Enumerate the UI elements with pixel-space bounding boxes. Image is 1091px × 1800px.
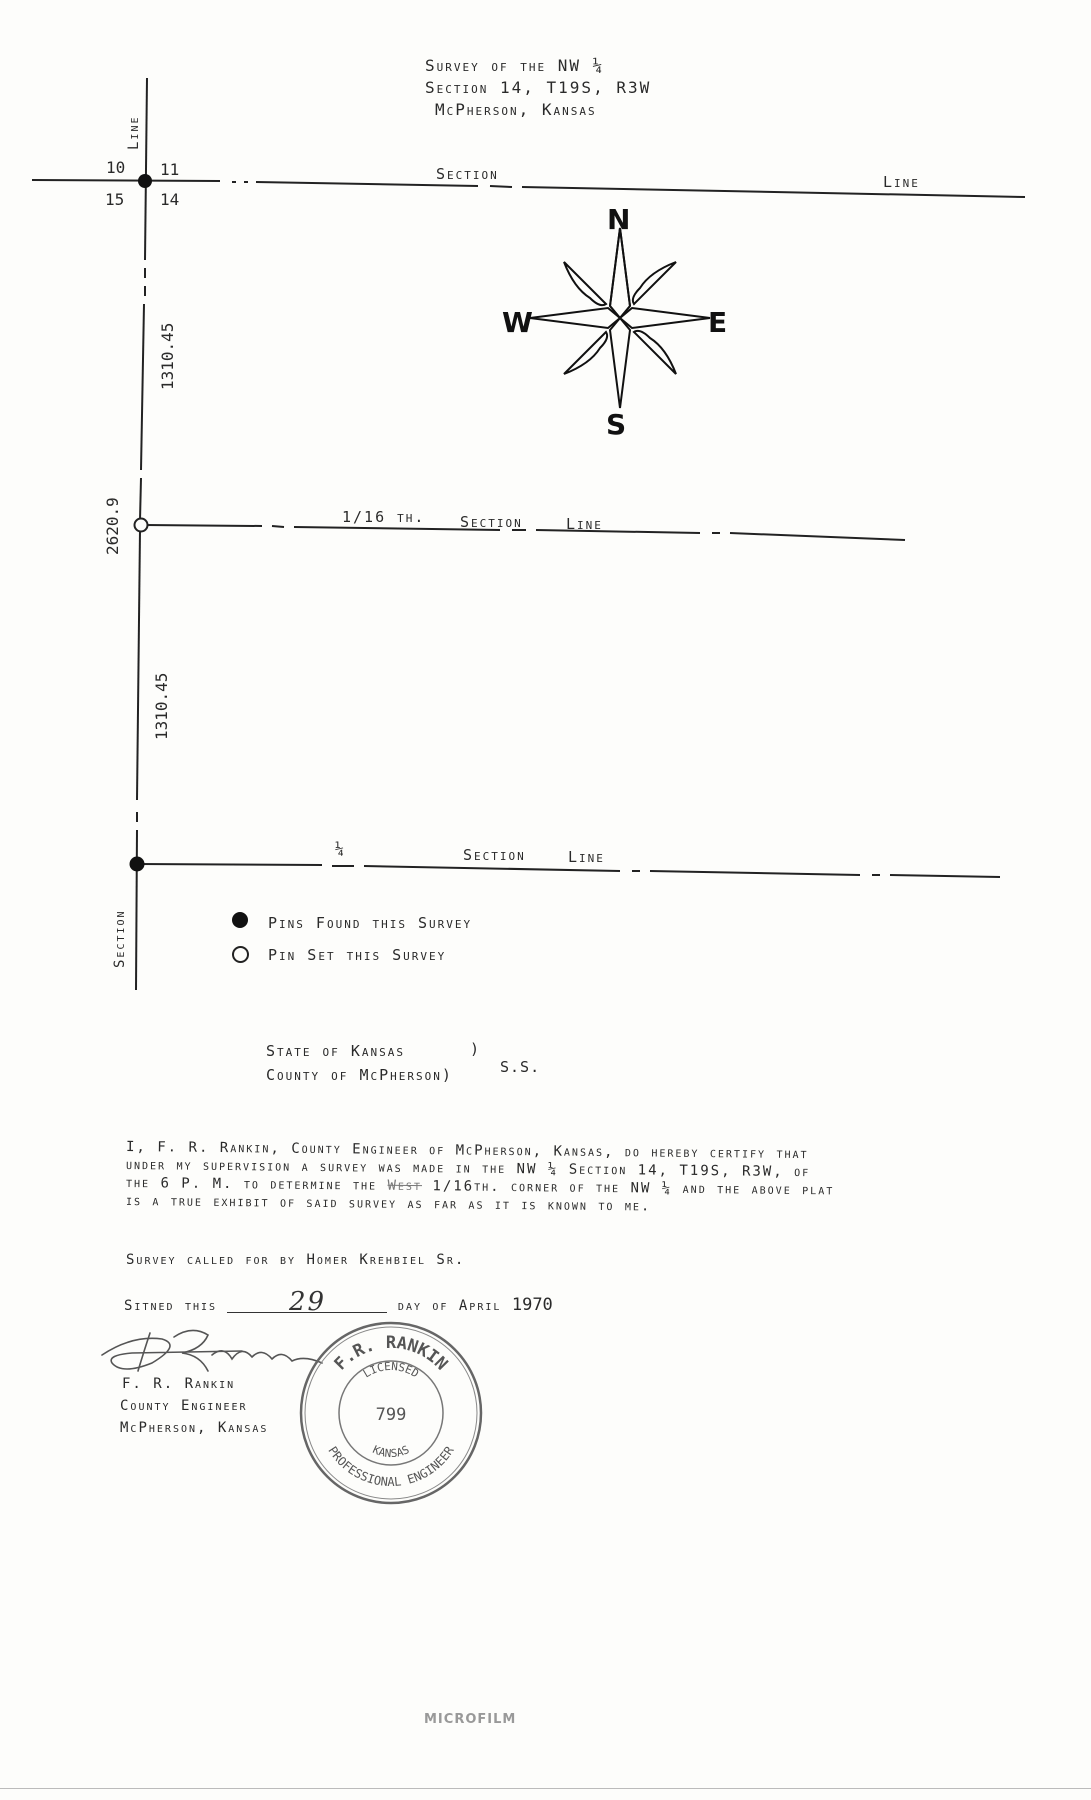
signature-place: McPherson, Kansas bbox=[120, 1420, 269, 1436]
mid-line-label-sixteenth: 1/16 th. bbox=[342, 508, 426, 526]
header-line-2: Section 14, T19S, R3W bbox=[425, 78, 652, 97]
top-line-label-line: Line bbox=[883, 173, 920, 191]
seal-name: F.R. RANKIN bbox=[330, 1333, 452, 1375]
certificate-line-4: is a true exhibit of said survey as far as it is known to me. bbox=[125, 1193, 652, 1215]
pin-found-quarter bbox=[130, 857, 145, 872]
signature-name: F. R. Rankin bbox=[122, 1376, 236, 1392]
certificate-line-3-a: the 6 P. M. to determine the bbox=[125, 1175, 378, 1194]
bottom-line-label-quarter: ¼ bbox=[335, 840, 345, 858]
legend-found-marker bbox=[232, 912, 248, 928]
venue-ss: S.S. bbox=[500, 1058, 541, 1076]
bottom-line-label-line: Line bbox=[568, 848, 605, 866]
section-number-10: 10 bbox=[106, 158, 126, 177]
top-line-label-section: Section bbox=[436, 165, 499, 183]
page-bottom-edge bbox=[0, 1788, 1091, 1789]
compass-north: N bbox=[607, 203, 631, 236]
venue-county: County of McPherson) bbox=[266, 1066, 453, 1084]
seal-state: KANSAS bbox=[370, 1443, 412, 1461]
legend-set-label: Pin Set this Survey bbox=[268, 946, 447, 964]
signed-suffix: day of April bbox=[397, 1298, 502, 1314]
signed-year: 1970 bbox=[511, 1295, 553, 1315]
signed-day: 29 bbox=[227, 1292, 387, 1313]
top-section-line bbox=[32, 180, 1025, 197]
engineer-seal bbox=[296, 1318, 486, 1508]
legend-found-label: Pins Found this Survey bbox=[268, 914, 473, 932]
signed-line bbox=[124, 1287, 553, 1317]
compass-south: S bbox=[606, 408, 627, 441]
certificate-text bbox=[125, 1138, 835, 1215]
header-line-3: McPherson, Kansas bbox=[435, 100, 597, 119]
section-number-14: 14 bbox=[160, 190, 180, 209]
bottom-line-label-section: Section bbox=[463, 846, 526, 864]
left-line-label-top: Line bbox=[126, 115, 142, 150]
venue-state: State of Kansas bbox=[266, 1042, 405, 1060]
seal-licensed: LICENSED bbox=[360, 1359, 422, 1381]
distance-upper: 1310.45 bbox=[158, 322, 177, 390]
venue-paren: ) bbox=[470, 1040, 480, 1058]
microfilm-stamp: MICROFILM bbox=[424, 1712, 517, 1727]
certificate-line-1: I, F. R. Rankin, County Engineer of McPherson, Kansas, do hereby certify that bbox=[125, 1139, 809, 1163]
pin-set-sixteenth bbox=[135, 519, 148, 532]
signed-prefix: Sitned this bbox=[124, 1298, 218, 1314]
compass-west: W bbox=[502, 306, 533, 339]
compass-rose bbox=[530, 228, 710, 408]
compass-east: E bbox=[708, 306, 728, 339]
seal-number: 799 bbox=[375, 1405, 407, 1425]
signature-title: County Engineer bbox=[120, 1398, 248, 1414]
seal-profession: PROFESSIONAL ENGINEER bbox=[325, 1443, 457, 1489]
left-line-label-bottom: Section bbox=[112, 909, 128, 968]
mid-line-label-section: Section bbox=[460, 513, 523, 531]
distance-total: 2620.9 bbox=[103, 497, 122, 555]
section-number-15: 15 bbox=[105, 190, 125, 209]
survey-called-for: Survey called for by Homer Krehbiel Sr. bbox=[126, 1252, 466, 1268]
section-number-11: 11 bbox=[160, 160, 180, 179]
distance-lower: 1310.45 bbox=[152, 672, 171, 740]
sixteenth-section-line bbox=[145, 525, 905, 540]
pin-found-nw-corner bbox=[138, 174, 152, 188]
certificate-line-2-text: under my supervision a survey was made in the NW ¼ Section 14, T19S, R3W, of bbox=[125, 1157, 811, 1181]
mid-line-label-line: Line bbox=[566, 515, 603, 533]
legend-set-marker bbox=[232, 946, 249, 963]
certificate-line-3-b: 1/16th. corner of the NW ¼ and the above plat bbox=[432, 1178, 835, 1199]
certificate-line-3-strike: West bbox=[387, 1177, 423, 1195]
header-line-1: Survey of the NW ¼ bbox=[425, 56, 605, 75]
west-section-line bbox=[136, 78, 147, 990]
